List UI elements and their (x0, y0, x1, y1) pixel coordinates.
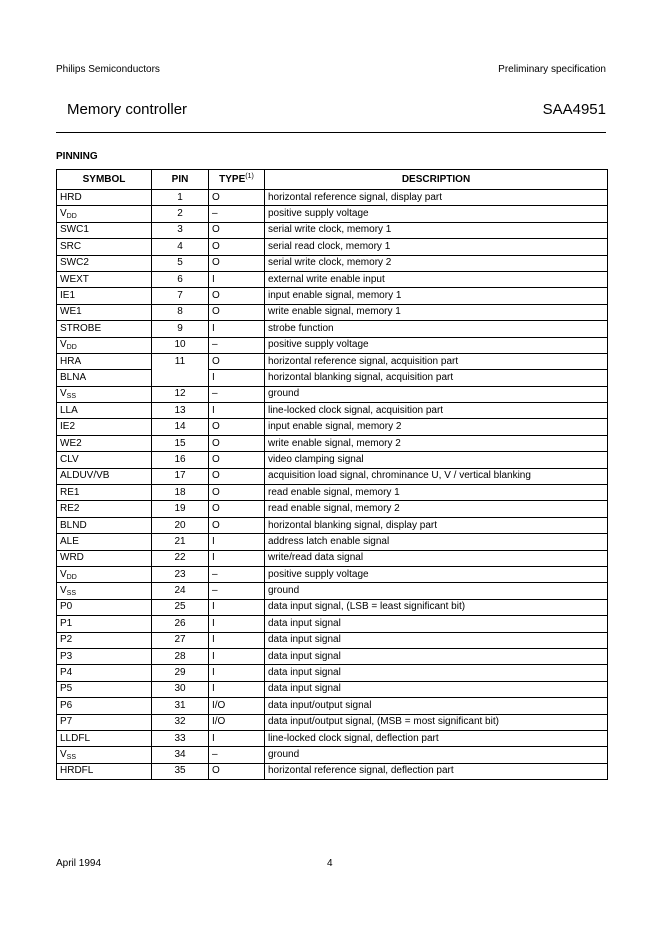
pin-type: O (209, 190, 265, 206)
table-row (57, 239, 608, 255)
pin-symbol-text: WE2 (60, 437, 82, 449)
pin-description: acquisition load signal, chrominance U, V / vertical blanking (265, 468, 608, 484)
pin-symbol-text: LLDFL (60, 732, 91, 744)
pin-symbol (57, 501, 152, 517)
pin-symbol-text: WEXT (60, 273, 89, 285)
pin-type: I (209, 534, 265, 550)
pin-type: I (209, 370, 265, 386)
table-row (57, 435, 608, 451)
pin-description: write enable signal, memory 2 (265, 435, 608, 451)
pin-symbol (57, 747, 152, 763)
pin-number: 6 (152, 271, 209, 287)
pin-number: 2 (152, 206, 209, 222)
pin-symbol-text: P4 (60, 667, 73, 679)
pin-symbol-text: SRC (60, 240, 82, 252)
pin-type: O (209, 485, 265, 501)
pin-type: O (209, 452, 265, 468)
pin-number: 11 (152, 353, 209, 369)
pin-symbol (57, 222, 152, 238)
pin-type: – (209, 747, 265, 763)
pin-number: 18 (152, 485, 209, 501)
pin-description: external write enable input (265, 271, 608, 287)
pin-description: horizontal reference signal, display part (265, 190, 608, 206)
pin-number: 17 (152, 468, 209, 484)
table-row (57, 485, 608, 501)
pin-symbol (57, 698, 152, 714)
pin-symbol (57, 648, 152, 664)
pin-symbol-text: V (60, 748, 67, 760)
col-header-symbol: SYMBOL (57, 170, 152, 190)
table-row (57, 648, 608, 664)
table-row (57, 616, 608, 632)
pin-symbol-text: P1 (60, 617, 73, 629)
pin-type: O (209, 239, 265, 255)
table-row (57, 517, 608, 533)
pin-symbol (57, 730, 152, 746)
pin-symbol (57, 337, 152, 353)
pin-symbol-subscript: SS (66, 753, 77, 761)
section-title: PINNING (56, 151, 98, 162)
pin-type: O (209, 304, 265, 320)
pin-description: data input signal (265, 632, 608, 648)
pin-description: positive supply voltage (265, 566, 608, 582)
pin-type: – (209, 583, 265, 599)
table-row (57, 501, 608, 517)
pin-type: I (209, 648, 265, 664)
pin-number: 16 (152, 452, 209, 468)
pin-symbol-text: P5 (60, 683, 73, 695)
pin-symbol (57, 583, 152, 599)
pin-symbol (57, 239, 152, 255)
pin-description: positive supply voltage (265, 337, 608, 353)
table-row (57, 763, 608, 779)
pin-number: 7 (152, 288, 209, 304)
pin-number: 14 (152, 419, 209, 435)
pin-number: 26 (152, 616, 209, 632)
pin-symbol-text: ALDUV/VB (60, 470, 110, 482)
pin-description: write enable signal, memory 1 (265, 304, 608, 320)
footer-date: April 1994 (56, 858, 102, 869)
pin-symbol (57, 353, 152, 369)
pin-number (152, 370, 209, 386)
pin-type: I (209, 599, 265, 615)
pin-description: data input signal (265, 648, 608, 664)
pin-type: I/O (209, 698, 265, 714)
pin-symbol-text: RE2 (60, 503, 80, 515)
pin-symbol-text: SWC1 (60, 224, 89, 236)
pin-symbol-text: HRDFL (60, 765, 94, 777)
pin-description: read enable signal, memory 1 (265, 485, 608, 501)
table-row (57, 566, 608, 582)
pin-symbol (57, 681, 152, 697)
pin-symbol (57, 714, 152, 730)
pin-symbol (57, 321, 152, 337)
pin-number: 34 (152, 747, 209, 763)
header-doc-type: Preliminary specification (498, 64, 606, 75)
pin-symbol (57, 206, 152, 222)
table-row (57, 403, 608, 419)
pin-description: write/read data signal (265, 550, 608, 566)
pin-symbol-text: V (60, 585, 67, 597)
header-company: Philips Semiconductors (56, 64, 160, 75)
pin-number: 12 (152, 386, 209, 402)
pin-description: data input signal (265, 665, 608, 681)
pin-number: 22 (152, 550, 209, 566)
table-row (57, 714, 608, 730)
pinning-table (56, 169, 608, 780)
pin-number: 19 (152, 501, 209, 517)
page-number: 4 (327, 858, 333, 869)
pin-number: 21 (152, 534, 209, 550)
table-row (57, 304, 608, 320)
table-row (57, 452, 608, 468)
pin-number: 33 (152, 730, 209, 746)
pin-number: 35 (152, 763, 209, 779)
pin-symbol (57, 288, 152, 304)
pin-symbol-text: V (60, 208, 67, 220)
table-row (57, 468, 608, 484)
pin-symbol-subscript: DD (66, 344, 77, 352)
col-header-pin: PIN (152, 170, 209, 190)
pin-description: line-locked clock signal, deflection part (265, 730, 608, 746)
table-row (57, 665, 608, 681)
pin-symbol (57, 566, 152, 582)
pin-symbol (57, 599, 152, 615)
pin-symbol (57, 435, 152, 451)
type-footnote-ref: (1) (245, 172, 254, 180)
pin-symbol (57, 468, 152, 484)
pin-symbol (57, 190, 152, 206)
pin-symbol-text: P0 (60, 601, 73, 613)
table-row (57, 698, 608, 714)
pin-description: line-locked clock signal, acquisition part (265, 403, 608, 419)
pin-type: I (209, 616, 265, 632)
table-row (57, 255, 608, 271)
pin-number: 13 (152, 403, 209, 419)
pin-symbol-text: P7 (60, 716, 73, 728)
table-row (57, 681, 608, 697)
pin-symbol-text: P2 (60, 634, 73, 646)
pin-symbol-text: ALE (60, 535, 79, 547)
pin-description: ground (265, 583, 608, 599)
pin-symbol (57, 485, 152, 501)
pin-symbol-text: RE1 (60, 486, 80, 498)
pin-description: address latch enable signal (265, 534, 608, 550)
table-row (57, 730, 608, 746)
pin-symbol (57, 534, 152, 550)
table-row (57, 321, 608, 337)
table-row (57, 534, 608, 550)
table-row (57, 337, 608, 353)
pin-symbol (57, 616, 152, 632)
pin-description: ground (265, 747, 608, 763)
pin-description: ground (265, 386, 608, 402)
table-row (57, 747, 608, 763)
pin-number: 31 (152, 698, 209, 714)
pin-description: data input signal (265, 681, 608, 697)
pin-symbol-text: STROBE (60, 322, 102, 334)
pin-symbol (57, 517, 152, 533)
pin-type: O (209, 468, 265, 484)
pin-number: 4 (152, 239, 209, 255)
pin-symbol-text: IE2 (60, 421, 76, 433)
col-header-type (209, 170, 265, 190)
pin-symbol-text: WE1 (60, 306, 82, 318)
pin-description: input enable signal, memory 2 (265, 419, 608, 435)
pin-number: 29 (152, 665, 209, 681)
pin-type: O (209, 501, 265, 517)
pin-description: video clamping signal (265, 452, 608, 468)
table-row (57, 632, 608, 648)
pin-type: – (209, 337, 265, 353)
pin-type: O (209, 288, 265, 304)
pin-symbol-text: LLA (60, 404, 78, 416)
pin-symbol (57, 271, 152, 287)
pin-symbol (57, 550, 152, 566)
table-row (57, 599, 608, 615)
table-header-row (57, 170, 608, 190)
pin-description: horizontal blanking signal, display part (265, 517, 608, 533)
pin-symbol (57, 304, 152, 320)
pin-type: I (209, 681, 265, 697)
pin-number: 23 (152, 566, 209, 582)
pin-symbol-text: P3 (60, 650, 73, 662)
pin-number: 27 (152, 632, 209, 648)
table-row (57, 206, 608, 222)
pin-description: strobe function (265, 321, 608, 337)
pin-description: data input signal, (LSB = least significant bit) (265, 599, 608, 615)
pin-number: 30 (152, 681, 209, 697)
pin-number: 5 (152, 255, 209, 271)
pin-type: I (209, 665, 265, 681)
pin-type: O (209, 517, 265, 533)
pin-symbol-subscript: SS (66, 590, 77, 598)
pin-description: horizontal blanking signal, acquisition part (265, 370, 608, 386)
pin-description: horizontal reference signal, deflection part (265, 763, 608, 779)
pin-symbol-text: WRD (60, 552, 84, 564)
table-row (57, 353, 608, 369)
pin-type: O (209, 763, 265, 779)
table-row (57, 222, 608, 238)
pin-symbol (57, 386, 152, 402)
pin-type: – (209, 386, 265, 402)
pin-description: data input signal (265, 616, 608, 632)
pin-description: serial write clock, memory 2 (265, 255, 608, 271)
pin-type: I (209, 730, 265, 746)
table-row (57, 190, 608, 206)
pin-type: I (209, 403, 265, 419)
pin-description: data input/output signal (265, 698, 608, 714)
table-row (57, 419, 608, 435)
pin-symbol-text: V (60, 388, 67, 400)
pin-symbol (57, 452, 152, 468)
pin-number: 8 (152, 304, 209, 320)
header-divider (56, 132, 606, 133)
part-number: SAA4951 (542, 101, 606, 118)
pin-type: I (209, 321, 265, 337)
pin-symbol-text: V (60, 339, 67, 351)
pin-number: 20 (152, 517, 209, 533)
table-row (57, 550, 608, 566)
pin-description: positive supply voltage (265, 206, 608, 222)
table-row (57, 386, 608, 402)
table-row (57, 583, 608, 599)
pin-type: I (209, 550, 265, 566)
pin-number: 25 (152, 599, 209, 615)
pin-description: input enable signal, memory 1 (265, 288, 608, 304)
pin-symbol-text: CLV (60, 453, 79, 465)
pin-symbol-text: P6 (60, 699, 73, 711)
pin-description: serial read clock, memory 1 (265, 239, 608, 255)
pin-symbol (57, 403, 152, 419)
pin-symbol-text: HRD (60, 191, 82, 203)
pin-symbol (57, 763, 152, 779)
table-row (57, 271, 608, 287)
pin-description: horizontal reference signal, acquisition part (265, 353, 608, 369)
pin-number: 28 (152, 648, 209, 664)
pin-description: serial write clock, memory 1 (265, 222, 608, 238)
pin-type: O (209, 419, 265, 435)
pin-symbol-text: IE1 (60, 290, 76, 302)
col-header-description: DESCRIPTION (265, 170, 608, 190)
pin-type: O (209, 353, 265, 369)
pin-symbol-text: V (60, 568, 67, 580)
table-row (57, 288, 608, 304)
pin-symbol-subscript: DD (66, 213, 77, 221)
pin-type: I (209, 271, 265, 287)
pin-symbol-text: SWC2 (60, 257, 89, 269)
pin-type: O (209, 222, 265, 238)
pin-number: 15 (152, 435, 209, 451)
pin-symbol-subscript: DD (66, 573, 77, 581)
pin-number: 1 (152, 190, 209, 206)
pin-number: 9 (152, 321, 209, 337)
col-header-type-label: TYPE (219, 173, 246, 185)
pin-type: I (209, 632, 265, 648)
table-row (57, 370, 608, 386)
pin-symbol-text: HRA (60, 355, 82, 367)
pin-type: – (209, 206, 265, 222)
pin-symbol (57, 665, 152, 681)
pin-symbol (57, 255, 152, 271)
pin-symbol-text: BLND (60, 519, 87, 531)
pin-description: data input/output signal, (MSB = most significant bit) (265, 714, 608, 730)
pin-number: 3 (152, 222, 209, 238)
pin-symbol (57, 370, 152, 386)
pin-type: O (209, 435, 265, 451)
pin-symbol-text: BLNA (60, 371, 87, 383)
pin-number: 32 (152, 714, 209, 730)
page-title: Memory controller (67, 101, 188, 118)
pin-symbol (57, 419, 152, 435)
pin-symbol (57, 632, 152, 648)
pin-type: – (209, 566, 265, 582)
pin-symbol-subscript: SS (66, 393, 77, 401)
pin-description: read enable signal, memory 2 (265, 501, 608, 517)
pin-type: I/O (209, 714, 265, 730)
pin-number: 24 (152, 583, 209, 599)
pin-type: O (209, 255, 265, 271)
pin-rows (57, 190, 608, 780)
pin-number: 10 (152, 337, 209, 353)
